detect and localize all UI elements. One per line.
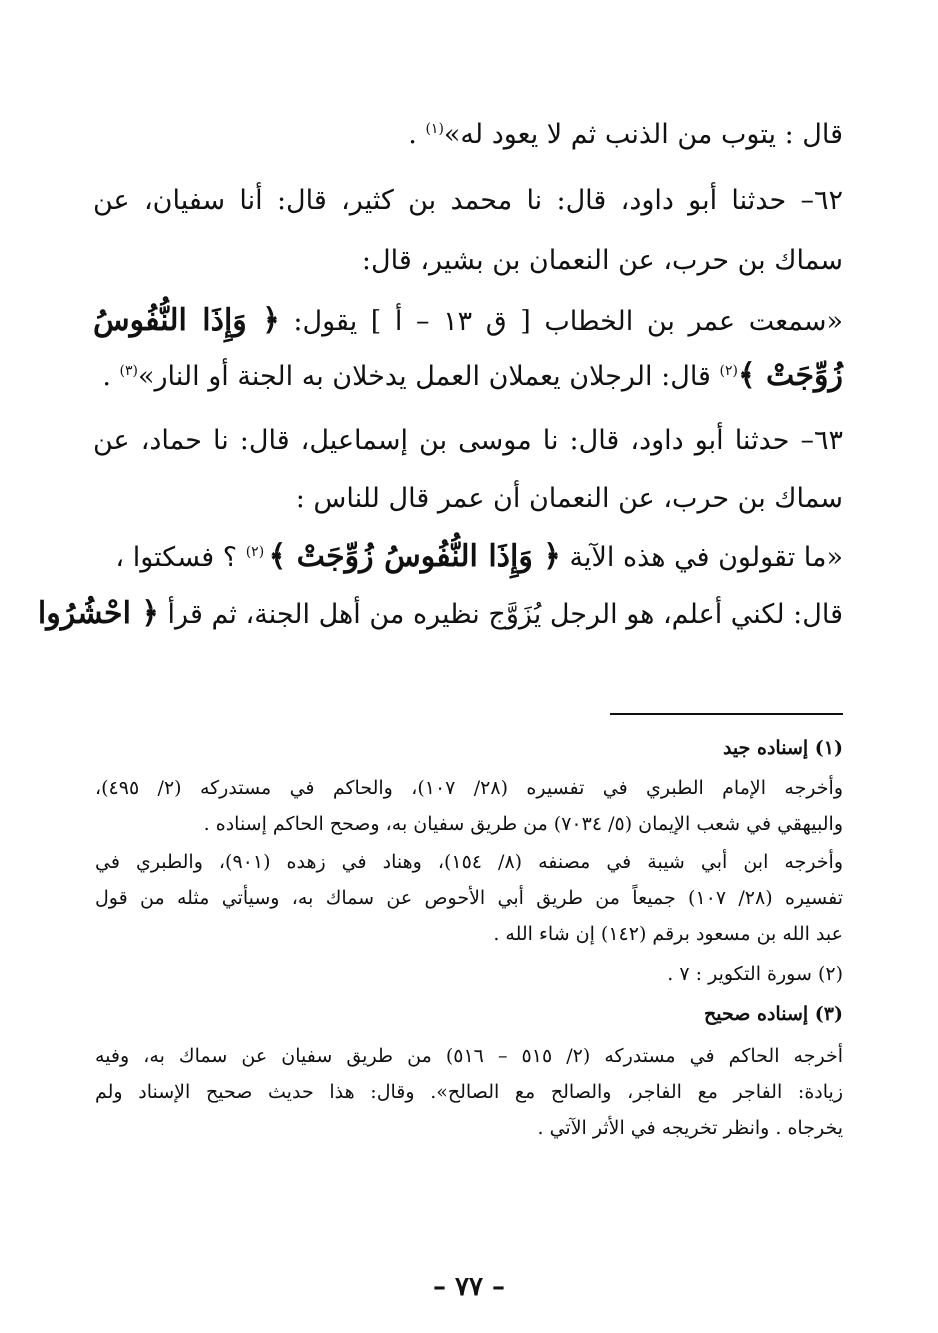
footnote-1-line-2: والبيهقي في شعب الإيمان (٥/ ٧٠٣٤) من طريق سفيان به، وصحح الحاكم إسناده .: [203, 813, 843, 835]
hadith-62-line-2: سماك بن حرب، عن النعمان بن بشير، قال:: [361, 245, 843, 276]
footnote-number: (٣): [814, 1003, 843, 1025]
footnote-ref: (١): [425, 121, 444, 137]
footnote-1-line-3: وأخرجه ابن أبي شيبة في مصنفه (٨/ ١٥٤)، وهناد في زهده (٩٠١)، والطبري في: [95, 851, 843, 873]
hadith-63-quote-line-1: [93, 540, 843, 575]
footnote-number: (٢): [817, 963, 843, 985]
footnote-2: [95, 961, 843, 987]
text-span: .: [102, 361, 120, 392]
footnote-1-line-1: وأخرجه الإمام الطبري في تفسيره (٢٨/ ١٠٧)، والحاكم في مستدركه (٢/ ٤٩٥)،: [95, 777, 843, 799]
text-span: قال: لكني أعلم، هو الرجل يُزَوَّج نظيره من أهل الجنة، ثم قرأ: [158, 599, 843, 630]
page-number: – ٧٧ –: [432, 1272, 506, 1302]
footnote-3-line-3: يخرجاه . وانظر تخريجه في الأثر الآتي .: [537, 1117, 843, 1139]
footnote-1-line-4: تفسيره (٢٨/ ١٠٧) جميعاً من طريق أبي الأحوص عن سماك به، وسيأتي مثله من قول: [95, 887, 843, 909]
footnote-1-line-5: عبد الله بن مسعود برقم (١٤٢) إن شاء الله .: [493, 923, 843, 945]
hadith-63-quote-line-2: [37, 596, 843, 632]
footnote-title: إسناده صحيح: [704, 1003, 809, 1025]
footnote-3-line-1: أخرجه الحاكم في مستدركه (٢/ ٥١٥ – ٥١٦) من طريق سفيان عن سماك به، وفيه: [95, 1045, 843, 1067]
text-line-1: [93, 118, 843, 152]
footnote-3-line-2: زيادة: الفاجر مع الفاجر، والصالح مع الصالح». وقال: هذا حديث صحيح الإسناد ولم: [95, 1081, 843, 1103]
main-text: [37, 118, 843, 632]
text-span: قال : يتوب من الذنب ثم لا يعود له»: [443, 119, 843, 150]
text-span: «سمعت عمر بن الخطاب [ ق ١٣ – أ ] يقول:: [279, 306, 843, 337]
footnote-number: (١): [814, 737, 843, 759]
text-span: «ما تقولون في هذه الآية: [560, 542, 843, 573]
hadith-63-line-1: ٦٣– حدثنا أبو داود، قال: نا موسى بن إسماعيل، قال: نا حماد، عن: [93, 425, 843, 456]
text-span: .: [408, 119, 426, 150]
footnote-3-heading: [95, 1001, 843, 1027]
footnote-divider: [610, 713, 843, 715]
quran-verse: زُوِّجَتْ ﴾: [738, 358, 843, 393]
footnote-1-heading: [95, 735, 843, 761]
footnote-text: سورة التكوير : ٧ .: [667, 963, 812, 985]
footnotes: [95, 735, 843, 1141]
text-span: ؟ فسكتوا ،: [115, 542, 246, 573]
footnote-title: إسناده جيد: [722, 737, 809, 759]
quran-verse: ﴿ وَإِذَا النُّفُوسُ: [93, 303, 280, 338]
hadith-62-quote-line-1: [93, 304, 843, 339]
hadith-62-line-1: ٦٢– حدثنا أبو داود، قال: نا محمد بن كثير، قال: أنا سفيان، عن: [93, 185, 843, 216]
footnote-ref: (٢): [719, 363, 738, 379]
quran-verse: ﴿ احْشُرُوا: [37, 596, 159, 631]
hadith-62-quote-line-2: [93, 359, 843, 394]
hadith-63-line-2: سماك بن حرب، عن النعمان أن عمر قال للناس :: [295, 483, 843, 514]
footnote-ref: (٣): [119, 363, 138, 379]
text-span: قال: الرجلان يعملان العمل يدخلان به الجنة أو النار»: [138, 361, 720, 392]
quran-verse: ﴿ وَإِذَا النُّفُوسُ زُوِّجَتْ ﴾: [268, 539, 561, 574]
footnote-ref: (٢): [245, 544, 269, 560]
